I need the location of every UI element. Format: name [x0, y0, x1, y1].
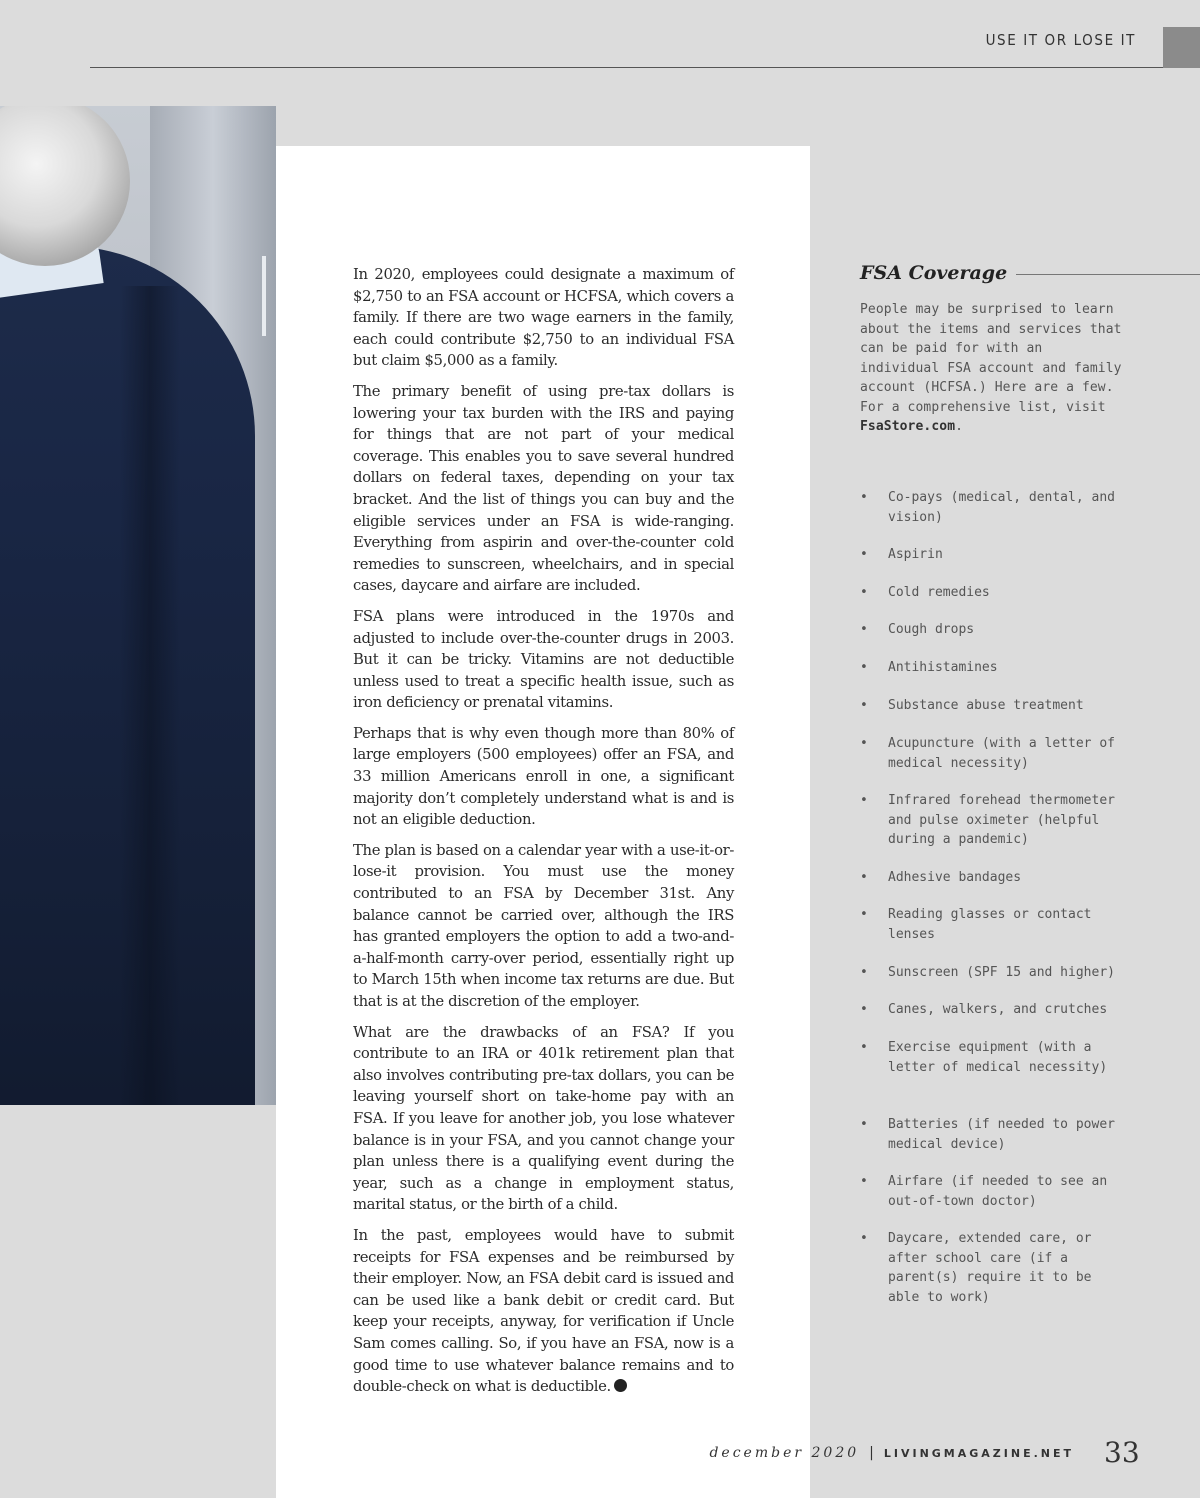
- sidebar-title: FSA Coverage: [860, 262, 1008, 284]
- list-item-text: Canes, walkers, and crutches: [888, 1002, 1108, 1017]
- bullet-icon: •: [860, 660, 868, 675]
- bullet-icon: •: [860, 547, 868, 562]
- bullet-icon: •: [860, 698, 868, 713]
- bullet-icon: •: [860, 1117, 868, 1132]
- sidebar-intro-end: .: [955, 419, 964, 434]
- bullet-icon: •: [860, 793, 868, 808]
- list-item-text: Acupuncture (with a letter of medical necessity): [888, 736, 1115, 771]
- list-item-text: Co-pays (medical, dental, and vision): [888, 490, 1115, 525]
- sidebar-title-rule: [1016, 274, 1200, 275]
- bullet-icon: •: [860, 490, 868, 505]
- footer-date: december 2020: [709, 1445, 860, 1461]
- list-item-text: Cough drops: [888, 622, 975, 637]
- article-paragraph-last: [353, 1225, 734, 1398]
- article-paragraph: The primary benefit of using pre-tax dollars is lowering your tax burden with the IRS and paying for things that are not part of your medical coverage. This enables you to save several hundred dollars on federal taxes, depending on your tax bracket. And the list of things you can buy and the eligible services under an FSA is wide-ranging. Everything from aspirin and over-the-counter cold remedies to sunscreen, wheelchairs, and in special cases, daycare and airfare are included.: [353, 382, 734, 595]
- article-paragraph: Perhaps that is why even though more than 80% of large employers (500 employees) offer an FSA, and 33 million Americans enroll in one, a significant majority don’t completely understand what is and is not an eligible deduction.: [353, 724, 734, 829]
- bullet-icon: •: [860, 736, 868, 751]
- article-paragraph: The plan is based on a calendar year with a use-it-or-lose-it provision. You must use the money contributed to an FSA by December 31st. Any balance cannot be carried over, although the IRS has granted employers the option to add a two-and-a-half-month carry-over period, essentially right up to March 15th when income tax returns are due. But that is at the discretion of the employer.: [353, 841, 734, 1010]
- bullet-icon: •: [860, 1174, 868, 1189]
- bullet-icon: •: [860, 622, 868, 637]
- article-paragraph: In 2020, employees could designate a maximum of $2,750 to an FSA account or HCFSA, which covers a family. If there are two wage earners in the family, each could contribute $2,750 to an individual FSA but claim $5,000 as a family.: [353, 266, 734, 370]
- article-paragraph: FSA plans were introduced in the 1970s and adjusted to include over-the-counter drugs in 2003. But it can be tricky. Vitamins are not deductible unless used to treat a specific health issue, such as iron deficiency or prenatal vitamins.: [353, 607, 734, 712]
- bullet-icon: •: [860, 1002, 868, 1017]
- article-paragraph-text: In the past, employees would have to submit receipts for FSA expenses and be reimbursed by their employer. Now, an FSA debit card is issued and can be used like a bank debit or credit card. But keep your receipts, anyway, for verification if Uncle Sam comes calling. So, if you have an FSA, now is a good time to use whatever balance remains and to double-check on what is deductible.: [353, 1226, 734, 1396]
- article-paragraph: What are the drawbacks of an FSA? If you contribute to an IRA or 401k retirement plan that also involves contributing pre-tax dollars, you can be leaving yourself short on take-home pay with an FSA. If you leave for another job, you lose whatever balance is in your FSA, and you cannot change your plan unless there is a qualifying event during the year, such as a change in employment status, marital status, or the birth of a child.: [353, 1023, 734, 1214]
- sidebar-intro: [860, 300, 1125, 437]
- list-item-text: Airfare (if needed to see an out-of-town doctor): [888, 1174, 1108, 1209]
- bullet-icon: •: [860, 965, 868, 980]
- article-body: [353, 264, 734, 1407]
- list-item-text: Exercise equipment (with a letter of medical necessity): [888, 1040, 1108, 1075]
- bullet-icon: •: [860, 1231, 868, 1246]
- list-item-text: Substance abuse treatment: [888, 698, 1084, 713]
- bullet-icon: •: [860, 585, 868, 600]
- bullet-icon: •: [860, 907, 868, 922]
- list-item-text: Adhesive bandages: [888, 870, 1022, 885]
- sidebar-intro-text: People may be surprised to learn about the items and services that can be paid for with an individual FSA account and family account (HCFSA.) Here are a few. For a comprehensive list, visit: [860, 302, 1122, 415]
- footer-separator: |: [869, 1445, 874, 1461]
- list-item-text: Batteries (if needed to power medical device): [888, 1117, 1115, 1152]
- list-item-text: Reading glasses or contact lenses: [888, 907, 1092, 942]
- footer: [709, 1445, 1074, 1461]
- list-item-text: Cold remedies: [888, 585, 990, 600]
- article-photo: [0, 106, 276, 1105]
- list-item-text: Aspirin: [888, 547, 943, 562]
- list-item-text: Antihistamines: [888, 660, 998, 675]
- footer-site: LIVINGMAGAZINE.NET: [883, 1447, 1074, 1460]
- bullet-icon: •: [860, 870, 868, 885]
- list-item-text: Infrared forehead thermometer and pulse oximeter (helpful during a pandemic): [888, 793, 1115, 847]
- section-tag: USE IT OR LOSE IT: [985, 31, 1136, 49]
- photo-head: [0, 106, 130, 266]
- bullet-icon: •: [860, 1040, 868, 1055]
- end-mark-icon: [614, 1379, 627, 1392]
- header-color-block: [1163, 27, 1200, 68]
- list-item-text: Daycare, extended care, or after school care (if a parent(s) require it to be able to work): [888, 1231, 1092, 1305]
- photo-suit-shadow: [120, 286, 180, 1105]
- header-rule: [90, 67, 1200, 68]
- list-item-text: Sunscreen (SPF 15 and higher): [888, 965, 1115, 980]
- photo-door-highlight: [262, 256, 266, 336]
- fsastore-link[interactable]: FsaStore.com: [860, 419, 956, 434]
- page-number: 33: [1104, 1436, 1140, 1469]
